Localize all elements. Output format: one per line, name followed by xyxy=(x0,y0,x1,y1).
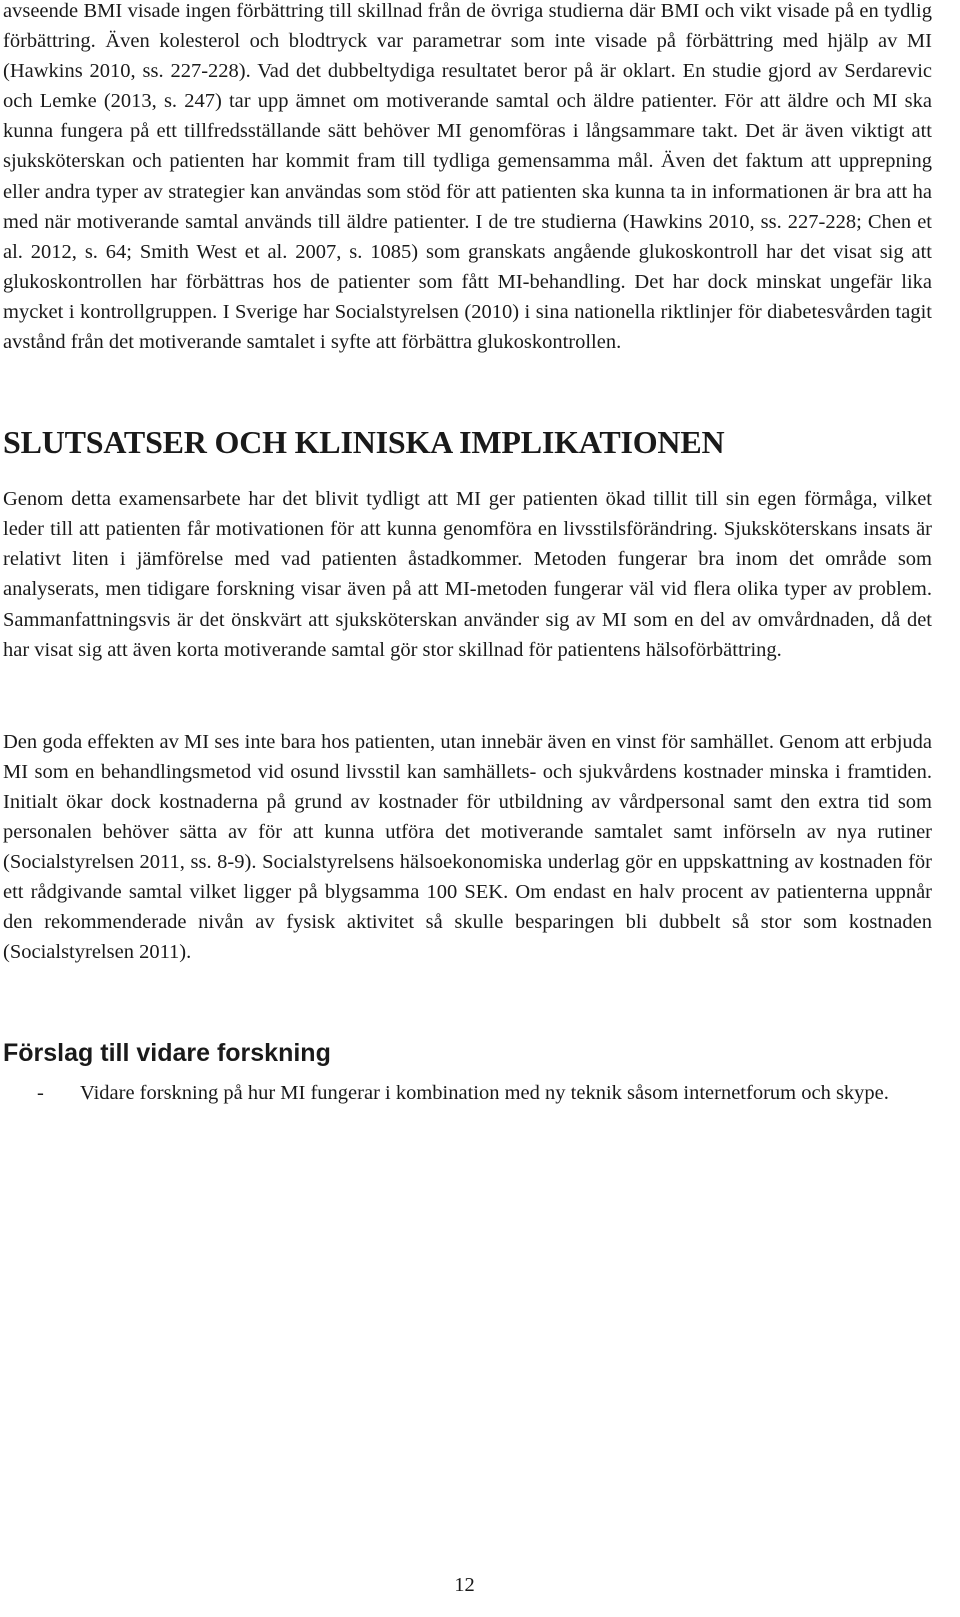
body-paragraph: Den goda effekten av MI ses inte bara hos patienten, utan innebär även en vinst för samhället. Genom att erbjuda MI som en behandlingsmetod vid osund livsstil kan samhällets- och sjukvårdens kostnader minska i framtiden. Initialt ökar dock kostnaderna på grund av kostnader för utbildning av vårdpersonal samt den extra tid som personalen behöver sätta av för att kunna utföra det motiverande samtalet samt införseln av nya rutiner (Socialstyrelsen 2011, ss. 8-9). Socialstyrelsens hälsoekonomiska underlag gör en uppskattning av kostnaden för ett rådgivande samtal vilket ligger på blygsamma 100 SEK. Om endast en halv procent av patienterna uppnår den rekommenderade nivån av fysisk aktivitet så skulle besparingen bli dubbelt så stor som kostnaden (Socialstyrelsen 2011). xyxy=(3,730,932,964)
body-paragraph: Genom detta examensarbete har det blivit tydligt att MI ger patienten ökad tillit till sin egen förmåga, vilket leder till att patienten får motivationen för att kunna genomföra en livsstilsförändring. Sjuksköterskans insats är relativt liten i jämförelse med vad patienten åstadkommer. Metoden fungerar bra inom det område som analyserats, men tidigare forskning visar även på att MI-metoden fungerar väl vid flera olika typer av problem. Sammanfattningsvis är det önskvärt att sjuksköterskan använder sig av MI som en del av omvårdnaden, då det har visat sig att även korta motiverande samtal gör stor skillnad för patientens hälsoförbättring. xyxy=(3,488,932,661)
list-item xyxy=(3,1078,932,1108)
list-item-text: Vidare forskning på hur MI fungerar i kombination med ny teknik såsom internetforum och skype. xyxy=(80,1082,889,1105)
document-page xyxy=(3,0,932,1109)
subsection-heading-future-research: Förslag till vidare forskning xyxy=(3,1039,331,1068)
list-dash-marker: - xyxy=(37,1082,44,1105)
future-research-list xyxy=(3,1078,932,1108)
page-number: 12 xyxy=(454,1574,475,1596)
body-paragraph: avseende BMI visade ingen förbättring till skillnad från de övriga studierna där BMI och vikt visade på en tydlig förbättring. Även kolesterol och blodtryck var parametrar som inte visade på förbättring med hjälp av MI (Hawkins 2010, ss. 227-228). Vad det dubbeltydiga resultatet beror på är oklart. En studie gjord av Serdarevic och Lemke (2013, s. 247) tar upp ämnet om motiverande samtal och äldre patienter. För att äldre och MI ska kunna fungera på ett tillfredsställande sätt behöver MI genomföras i långsammare takt. Det är även viktigt att sjuksköterskan och patienten har kommit fram till tydliga gemensamma mål. Även det faktum att upprepning eller andra typer av strategier kan användas som stöd för att patienten ska kunna ta in informationen är bra att ha med när motiverande samtal används till äldre patienter. I de tre studierna (Hawkins 2010, ss. 227-228; Chen et al. 2012, s. 64; Smith West et al. 2007, s. 1085) som granskats angående glukoskontroll har det visat sig att glukoskontrollen har förbättras hos de patienter som fått MI-behandling. Det har dock minskat ungefär lika mycket i kontrollgruppen. I Sverige har Socialstyrelsen (2010) i sina nationella riktlinjer för diabetesvården tagit avstånd från det motiverande samtalet i syfte att förbättra glukoskontrollen. xyxy=(3,0,932,354)
section-heading-conclusions: SLUTSATSER OCH KLINISKA IMPLIKATIONEN xyxy=(3,424,725,461)
